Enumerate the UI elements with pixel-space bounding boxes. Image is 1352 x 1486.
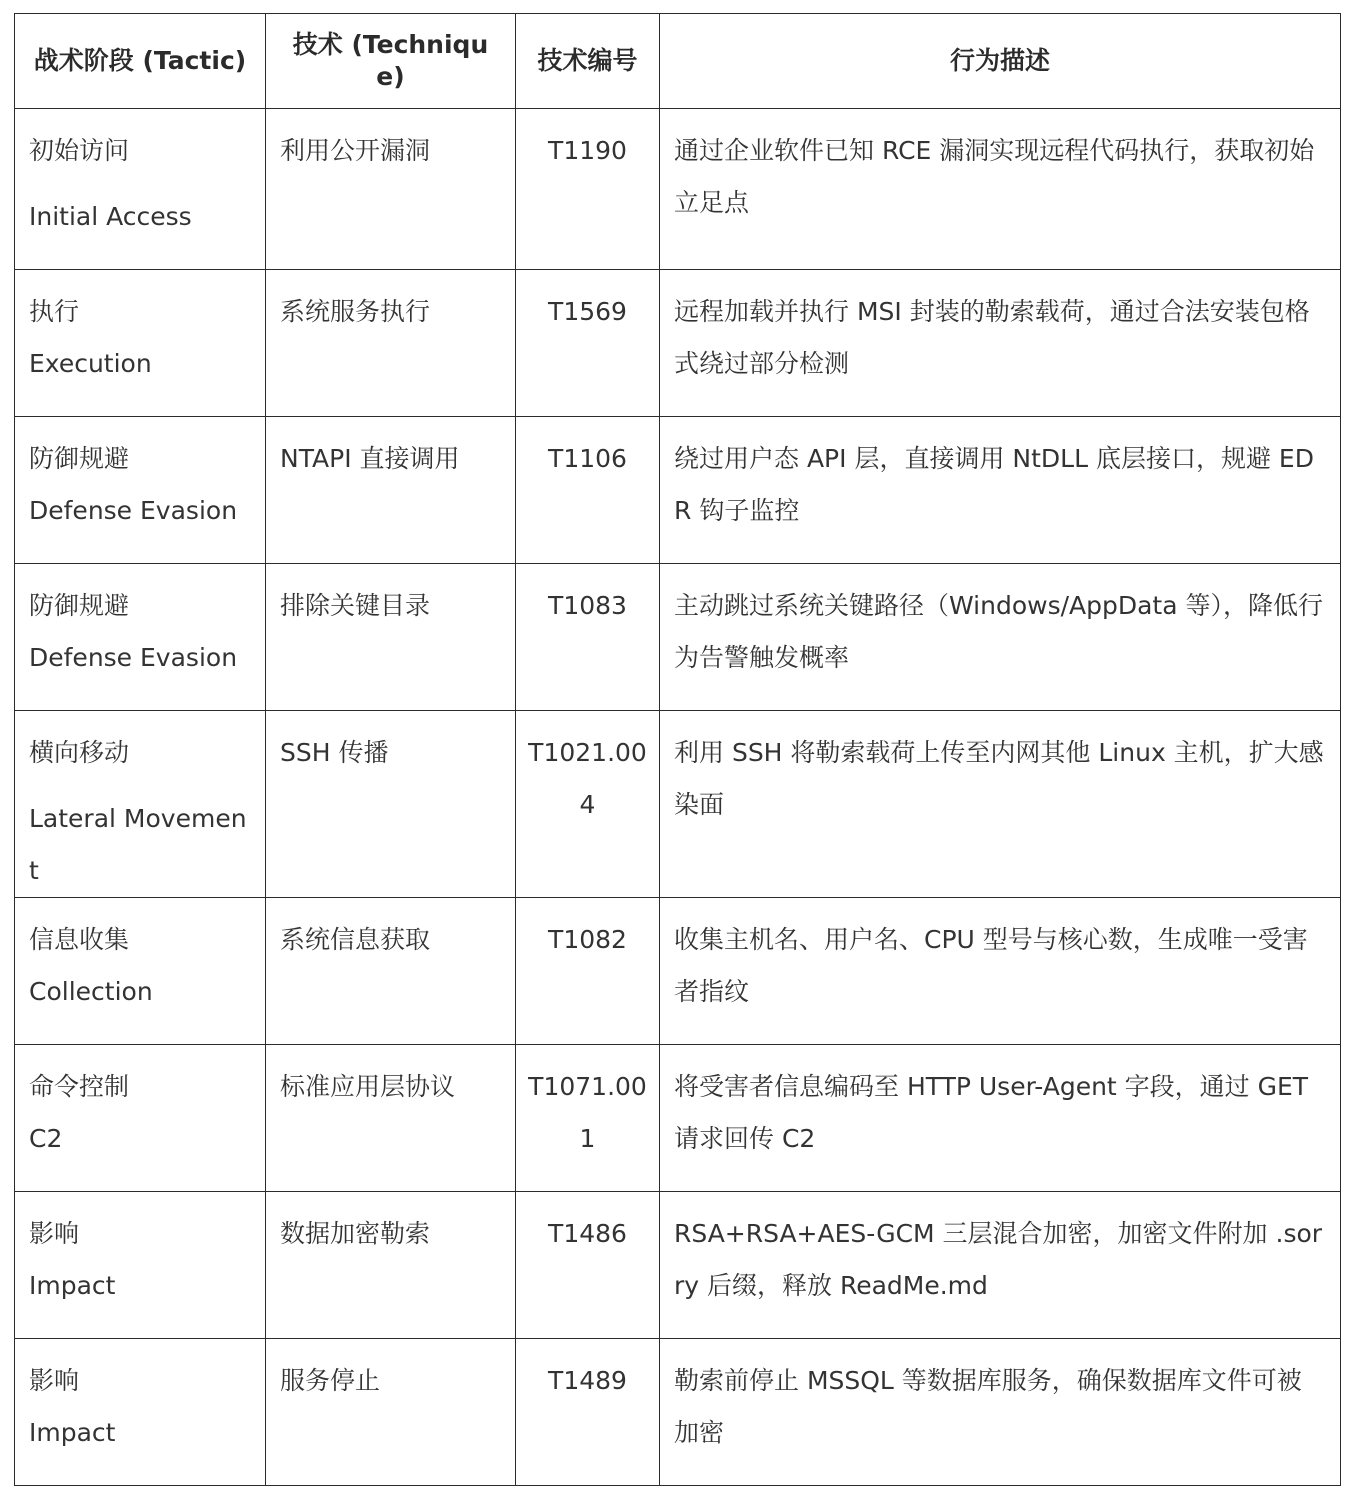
technique-id-cell: T1489 <box>516 1339 660 1486</box>
technique-cell: 标准应用层协议 <box>266 1045 516 1192</box>
technique-id-cell: T1486 <box>516 1192 660 1339</box>
table-row <box>15 109 1341 270</box>
table-row <box>15 417 1341 564</box>
tactic-cn: 横向移动 <box>29 738 130 767</box>
header-technique-id: 技术编号 <box>516 14 660 109</box>
description-cell: RSA+RSA+AES-GCM 三层混合加密，加密文件附加 .sorry 后缀，释放 ReadMe.md <box>660 1192 1341 1339</box>
technique-id-cell: T1021.004 <box>516 711 660 898</box>
technique-id-cell: T1082 <box>516 898 660 1045</box>
technique-cell: SSH 传播 <box>266 711 516 898</box>
tactic-cn: 防御规避 <box>29 591 130 620</box>
technique-cell: 排除关键目录 <box>266 564 516 711</box>
header-technique: 技术 (Technique) <box>266 14 516 109</box>
tactic-cell <box>15 417 266 564</box>
table-row <box>15 1045 1341 1192</box>
tactic-en: Impact <box>29 1271 116 1300</box>
technique-id-cell: T1190 <box>516 109 660 270</box>
header-description: 行为描述 <box>660 14 1341 109</box>
technique-id-cell: T1106 <box>516 417 660 564</box>
tactic-cell <box>15 711 266 898</box>
tactic-cn: 命令控制 <box>29 1072 130 1101</box>
description-cell: 远程加载并执行 MSI 封装的勒索载荷，通过合法安装包格式绕过部分检测 <box>660 270 1341 417</box>
attack-technique-table-container <box>14 13 1340 1486</box>
description-cell: 利用 SSH 将勒索载荷上传至内网其他 Linux 主机，扩大感染面 <box>660 711 1341 898</box>
technique-cell: NTAPI 直接调用 <box>266 417 516 564</box>
tactic-cn: 防御规避 <box>29 444 130 473</box>
tactic-cn: 影响 <box>29 1219 80 1248</box>
header-tactic: 战术阶段 (Tactic) <box>15 14 266 109</box>
description-cell: 绕过用户态 API 层，直接调用 NtDLL 底层接口，规避 EDR 钩子监控 <box>660 417 1341 564</box>
tactic-cn: 初始访问 <box>29 136 130 165</box>
technique-id-cell: T1569 <box>516 270 660 417</box>
description-cell: 通过企业软件已知 RCE 漏洞实现远程代码执行，获取初始立足点 <box>660 109 1341 270</box>
table-row <box>15 1192 1341 1339</box>
tactic-cn: 执行 <box>29 297 80 326</box>
table-row <box>15 564 1341 711</box>
tactic-en: Impact <box>29 1418 116 1447</box>
description-cell: 主动跳过系统关键路径（Windows/AppData 等），降低行为告警触发概率 <box>660 564 1341 711</box>
tactic-cell <box>15 898 266 1045</box>
table-row <box>15 1339 1341 1486</box>
tactic-cell <box>15 270 266 417</box>
tactic-en: Execution <box>29 349 152 378</box>
tactic-cell <box>15 109 266 270</box>
tactic-cell <box>15 1192 266 1339</box>
tactic-en: Defense Evasion <box>29 643 238 672</box>
attack-technique-table <box>14 13 1341 1486</box>
technique-cell: 系统服务执行 <box>266 270 516 417</box>
technique-id-cell: T1071.001 <box>516 1045 660 1192</box>
technique-cell: 服务停止 <box>266 1339 516 1486</box>
technique-cell: 利用公开漏洞 <box>266 109 516 270</box>
tactic-en: Defense Evasion <box>29 496 238 525</box>
tactic-cn: 信息收集 <box>29 925 130 954</box>
tactic-en: C2 <box>29 1124 63 1153</box>
technique-cell: 数据加密勒索 <box>266 1192 516 1339</box>
description-cell: 勒索前停止 MSSQL 等数据库服务，确保数据库文件可被加密 <box>660 1339 1341 1486</box>
tactic-en: Collection <box>29 977 153 1006</box>
tactic-cell <box>15 564 266 711</box>
tactic-en: Lateral Movement <box>29 804 247 885</box>
technique-id-cell: T1083 <box>516 564 660 711</box>
table-row <box>15 711 1341 898</box>
table-row <box>15 270 1341 417</box>
table-row <box>15 898 1341 1045</box>
technique-cell: 系统信息获取 <box>266 898 516 1045</box>
tactic-cell <box>15 1045 266 1192</box>
description-cell: 收集主机名、用户名、CPU 型号与核心数，生成唯一受害者指纹 <box>660 898 1341 1045</box>
tactic-cell <box>15 1339 266 1486</box>
table-header-row <box>15 14 1341 109</box>
description-cell: 将受害者信息编码至 HTTP User-Agent 字段，通过 GET 请求回传 C2 <box>660 1045 1341 1192</box>
tactic-en: Initial Access <box>29 202 192 231</box>
tactic-cn: 影响 <box>29 1366 80 1395</box>
